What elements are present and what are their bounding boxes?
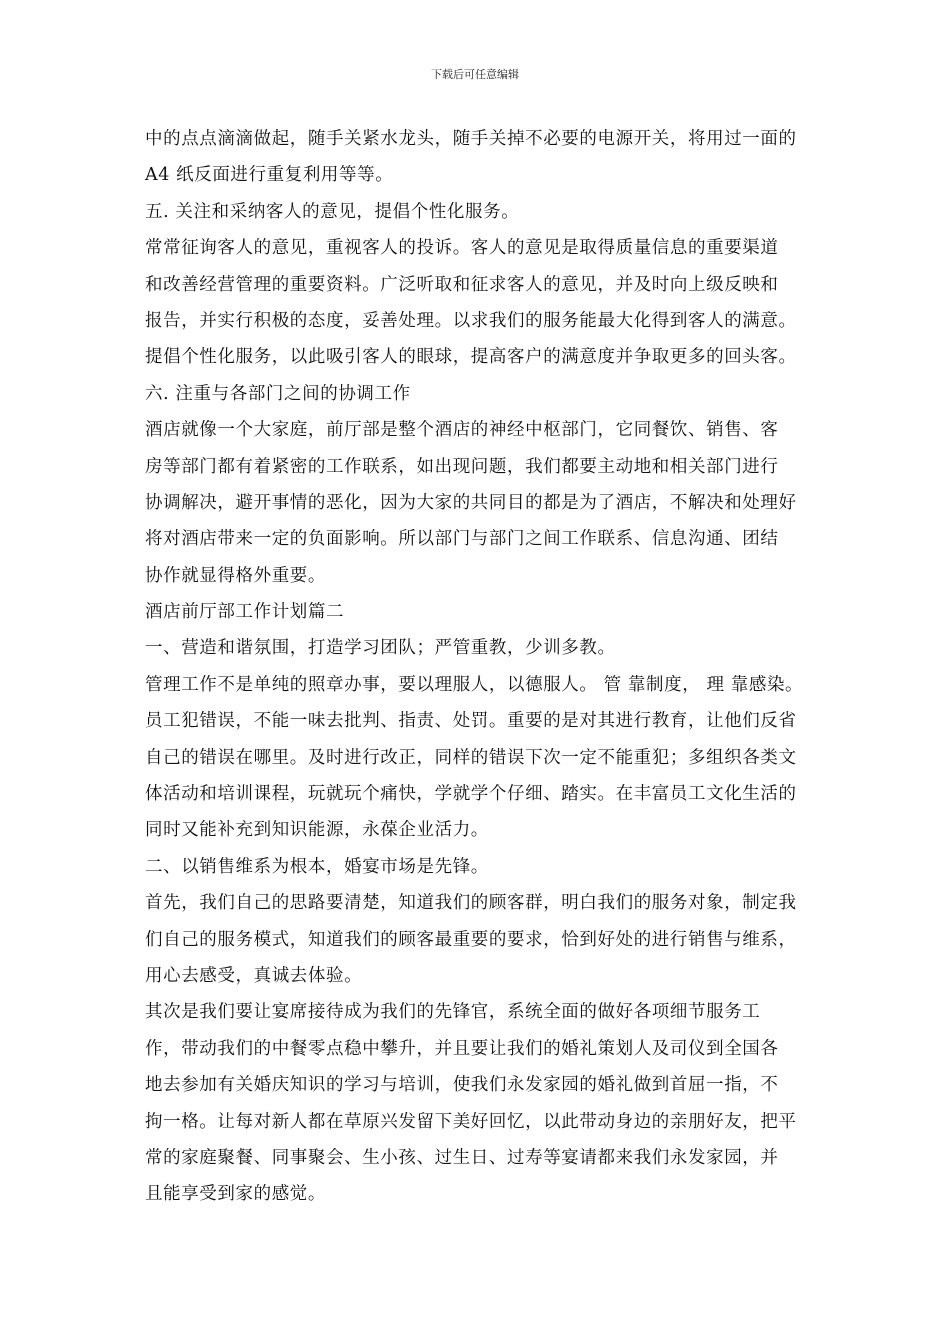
- text-line: 拘一格。让每对新人都在草原兴发留下美好回忆，以此带动身边的亲朋好友，把平: [145, 1111, 797, 1132]
- text-line: 其次是我们要让宴席接待成为我们的先锋官，系统全面的做好各项细节服务工: [145, 1002, 761, 1023]
- document-body: [145, 121, 815, 1213]
- text-line: 报告，并实行积极的态度，妥善处理。以求我们的服务能最大化得到客人的满意。: [145, 310, 797, 331]
- text-line: 常的家庭聚餐、同事聚会、生小孩、过生日、过寿等宴请都来我们永发家园，并: [145, 1147, 779, 1168]
- text-line: 用心去感受，真诚去体验。: [145, 965, 363, 986]
- text-line: 协作就显得格外重要。: [145, 565, 326, 586]
- text-line: 同时又能补充到知识能源，永葆企业活力。: [145, 820, 489, 841]
- text-line: A4 纸反面进行重复利用等等。: [145, 165, 394, 186]
- text-line: 自己的错误在哪里。及时进行改正，同样的错误下次一定不能重犯；多组织各类文: [145, 747, 797, 768]
- text-line: 五. 关注和采纳客人的意见，提倡个性化服务。: [145, 201, 520, 222]
- text-line: 二、以销售维系为根本，婚宴市场是先锋。: [145, 856, 489, 877]
- text-line: 员工犯错误，不能一味去批判、指责、处罚。重要的是对其进行教育，让他们反省: [145, 711, 797, 732]
- text-line: 将对酒店带来一定的负面影响。所以部门与部门之间工作联系、信息沟通、团结: [145, 529, 779, 550]
- text-line: 体活动和培训课程，玩就玩个痛快，学就学个仔细、踏实。在丰富员工文化生活的: [145, 784, 797, 805]
- text-line: 和改善经营管理的重要资料。广泛听取和征求客人的意见，并及时向上级反映和: [145, 274, 779, 295]
- text-line: 协调解决，避开事情的恶化，因为大家的共同目的都是为了酒店，不解决和处理好: [145, 492, 797, 513]
- text-line: 酒店前厅部工作计划篇二: [145, 602, 345, 623]
- page-header: 下载后可任意编辑: [431, 68, 519, 81]
- text-line: 六. 注重与各部门之间的协调工作: [145, 383, 411, 404]
- text-line: 作，带动我们的中餐零点稳中攀升，并且要让我们的婚礼策划人及司仪到全国各: [145, 1038, 779, 1059]
- text-line: 酒店就像一个大家庭，前厅部是整个酒店的神经中枢部门，它同餐饮、销售、客: [145, 420, 779, 441]
- text-line: 常常征询客人的意见，重视客人的投诉。客人的意见是取得质量信息的重要渠道: [145, 238, 779, 259]
- text-line: 提倡个性化服务，以此吸引客人的眼球，提高客户的满意度并争取更多的回头客。: [145, 347, 797, 368]
- text-line: 且能享受到家的感觉。: [145, 1184, 326, 1205]
- text-line: 房等部门都有着紧密的工作联系，如出现问题，我们都要主动地和相关部门进行: [145, 456, 779, 477]
- text-line: 管理工作不是单纯的照章办事，要以理服人，以德服人。 管 靠制度， 理 靠感染。: [145, 674, 804, 695]
- text-line: 们自己的服务模式，知道我们的顾客最重要的要求，恰到好处的进行销售与维系，: [145, 929, 797, 950]
- text-line: 地去参加有关婚庆知识的学习与培训，使我们永发家园的婚礼做到首屈一指，不: [145, 1075, 779, 1096]
- text-line: 中的点点滴滴做起，随手关紧水龙头，随手关掉不必要的电源开关，将用过一面的: [145, 129, 797, 149]
- text-line: 一、营造和谐氛围，打造学习团队；严管重教，少训多教。: [145, 638, 616, 659]
- text-line: 首先，我们自己的思路要清楚，知道我们的顾客群，明白我们的服务对象，制定我: [145, 893, 797, 914]
